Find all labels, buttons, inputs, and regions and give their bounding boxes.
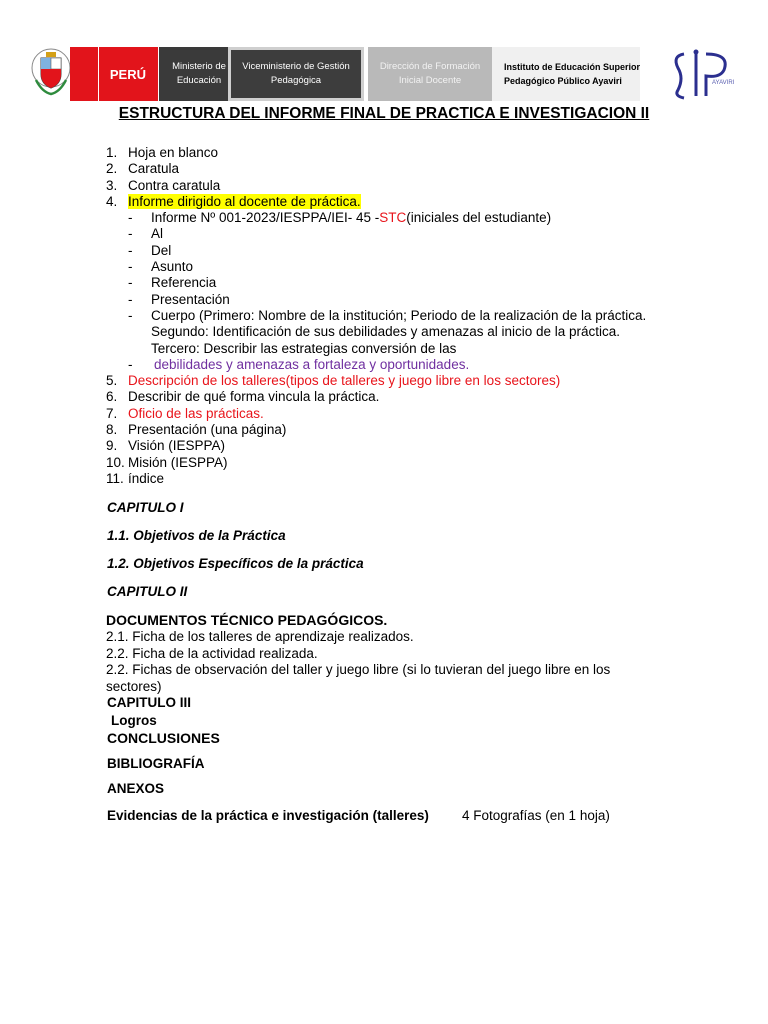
sub-item-continuation: Segundo: Identificación de sus debilidades y amenazas al inicio de la práctica. (151, 324, 621, 340)
chapter-2-heading: CAPITULO II (107, 584, 188, 599)
peru-brand: PERÚ (70, 47, 158, 101)
highlighted-text: Informe dirigido al docente de práctica. (128, 193, 361, 209)
list-item: 11. índice (106, 470, 165, 486)
ministry-box: Ministerio de Educación (159, 47, 239, 101)
conclusions-heading: CONCLUSIONES (107, 730, 220, 746)
list-item: 9. Visión (IESPPA) (106, 438, 226, 454)
chapter-3-heading: CAPITULO III (107, 695, 191, 710)
objective-1-heading: 1.1. Objetivos de la Práctica (107, 528, 286, 543)
page-title: ESTRUCTURA DEL INFORME FINAL DE PRACTICA E INVESTIGACION II (118, 105, 650, 122)
list-item: 2.2. Ficha de la actividad realizada. (106, 645, 318, 661)
sub-item-continuation: Tercero: Describir las estrategias conversión de las (151, 340, 457, 356)
vice-ministry-box: Viceministerio de Gestión Pedagógica (228, 47, 364, 101)
list-item: 1. Hoja en blanco (106, 145, 219, 160)
documents-list (106, 629, 666, 695)
sub-item: - Asunto (128, 259, 194, 275)
list-item: 3. Contra caratula (106, 177, 221, 193)
structure-list (106, 145, 746, 487)
list-item: 4. Informe dirigido al docente de práctica. (106, 193, 361, 209)
document-header (30, 44, 750, 102)
list-item: 2.1. Ficha de los talleres de aprendizaje realizados. (106, 629, 414, 644)
sub-item: - Al (128, 226, 164, 242)
annexes-heading: ANEXOS (107, 781, 165, 796)
photos-note: 4 Fotografías (en 1 hoja) (462, 808, 610, 823)
list-item: 10. Misión (IESPPA) (106, 454, 228, 470)
bibliography-heading: BIBLIOGRAFÍA (107, 756, 205, 771)
list-item: 2. Caratula (106, 161, 180, 177)
sub-item: - Del (128, 242, 172, 258)
list-item: 5. Descripción de los talleres(tipos de talleres y juego libre en los sectores) (106, 373, 561, 389)
list-item: 6. Describir de qué forma vincula la práctica. (106, 389, 380, 405)
logo-caption: AYAVIRI (712, 80, 735, 86)
sub-item: - Presentación (128, 291, 230, 307)
chapter-1-heading: CAPITULO I (107, 500, 184, 515)
list-item: 2.2. Fichas de observación del taller y juego libre (si lo tuvieran del juego libre en los sectores) (106, 662, 611, 694)
institute-box: Instituto de Educación Superior Pedagógico Público Ayaviri (492, 47, 640, 101)
documents-heading: DOCUMENTOS TÉCNICO PEDAGÓGICOS. (106, 612, 388, 628)
isp-logo-icon (670, 46, 750, 102)
sub-item: - Informe Nº 001-2023/IESPPA/IEI- 45 -STC(iniciales del estudiante) (128, 210, 552, 226)
logros-heading: Logros (111, 713, 157, 728)
institute-logo (670, 46, 750, 102)
sub-item: - debilidades y amenazas a fortaleza y oportunidades. (128, 356, 470, 372)
coat-of-arms-icon (30, 44, 72, 100)
list-item: 8. Presentación (una página) (106, 422, 287, 438)
sub-item: - Referencia (128, 275, 217, 291)
evidence-heading: Evidencias de la práctica e investigación (talleres) (107, 808, 429, 823)
sub-item: - Cuerpo (Primero: Nombre de la institución; Periodo de la realización de la práctica. (128, 307, 647, 323)
list-item: 7. Oficio de las prácticas. (106, 405, 264, 421)
direction-box: Dirección de Formación Inicial Docente (368, 47, 492, 101)
objective-2-heading: 1.2. Objetivos Específicos de la práctica (107, 556, 364, 571)
